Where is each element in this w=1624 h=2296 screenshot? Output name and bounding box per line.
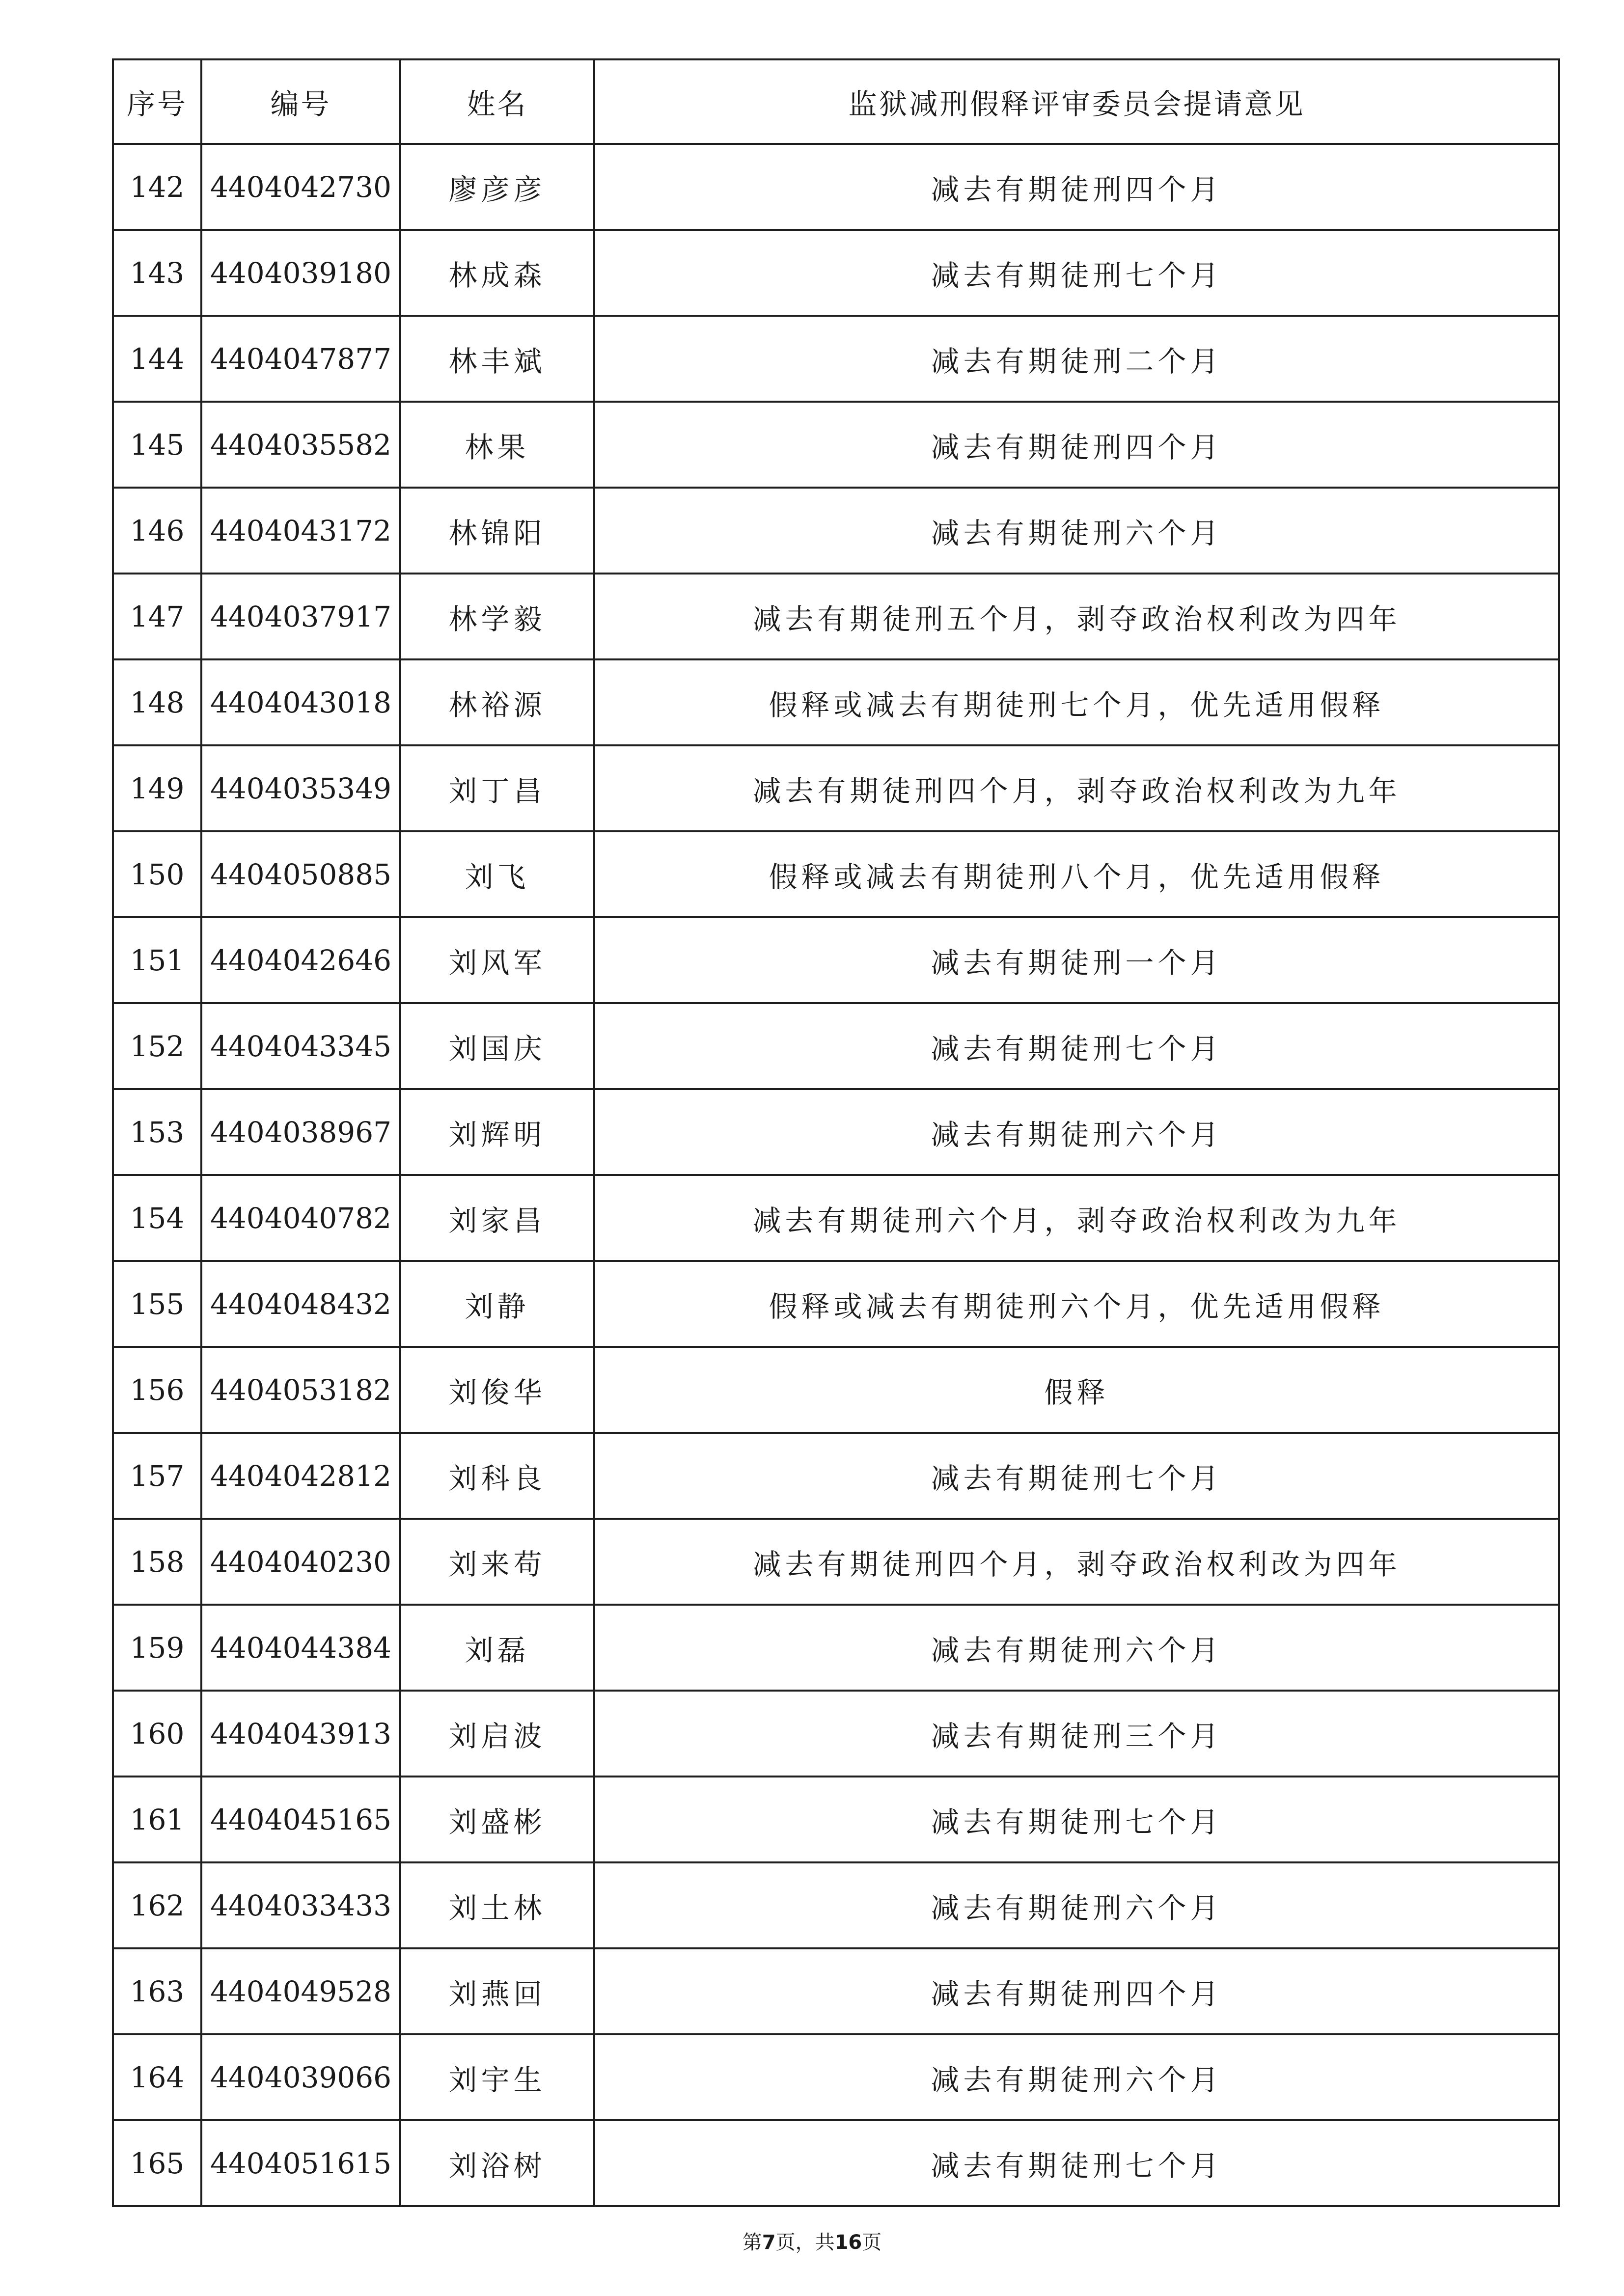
- id-cell: 4404037917: [201, 574, 400, 659]
- name-cell: 刘土林: [400, 1862, 594, 1948]
- table-row: [113, 1261, 1559, 1347]
- id-cell: 4404042646: [201, 917, 400, 1003]
- name-cell: 刘宇生: [400, 2034, 594, 2120]
- table-row: [113, 2034, 1559, 2120]
- seq-cell: 153: [113, 1089, 201, 1175]
- seq-cell: 142: [113, 144, 201, 230]
- seq-cell: 161: [113, 1777, 201, 1862]
- id-cell: 4404039180: [201, 230, 400, 316]
- table-row: [113, 2120, 1559, 2206]
- table-body: [113, 144, 1559, 2206]
- page-footer: [0, 2227, 1624, 2255]
- opinion-cell: 减去有期徒刑四个月: [594, 144, 1559, 230]
- seq-cell: 154: [113, 1175, 201, 1261]
- opinion-cell: 减去有期徒刑七个月: [594, 1433, 1559, 1519]
- opinion-cell: 减去有期徒刑六个月: [594, 1605, 1559, 1691]
- table-row: [113, 659, 1559, 745]
- seq-cell: 162: [113, 1862, 201, 1948]
- opinion-cell: 减去有期徒刑四个月，剥夺政治权利改为四年: [594, 1519, 1559, 1605]
- opinion-cell: 减去有期徒刑四个月: [594, 402, 1559, 488]
- footer-prefix: 第: [742, 2231, 762, 2254]
- opinion-cell: 减去有期徒刑四个月: [594, 1948, 1559, 2034]
- seq-cell: 158: [113, 1519, 201, 1605]
- table-row: [113, 1347, 1559, 1433]
- table-header-row: [113, 59, 1559, 144]
- id-cell: 4404038967: [201, 1089, 400, 1175]
- name-cell: 刘飞: [400, 831, 594, 917]
- footer-page-number: 7: [762, 2231, 776, 2254]
- name-cell: 林果: [400, 402, 594, 488]
- table-row: [113, 1605, 1559, 1691]
- seq-cell: 145: [113, 402, 201, 488]
- opinion-cell: 减去有期徒刑七个月: [594, 1003, 1559, 1089]
- id-cell: 4404040230: [201, 1519, 400, 1605]
- table-row: [113, 488, 1559, 574]
- table-row: [113, 402, 1559, 488]
- seq-cell: 164: [113, 2034, 201, 2120]
- id-cell: 4404042812: [201, 1433, 400, 1519]
- footer-total-pages: 16: [834, 2231, 862, 2254]
- seq-cell: 151: [113, 917, 201, 1003]
- id-cell: 4404050885: [201, 831, 400, 917]
- name-cell: 刘浴树: [400, 2120, 594, 2206]
- opinion-cell: 减去有期徒刑六个月: [594, 2034, 1559, 2120]
- id-cell: 4404044384: [201, 1605, 400, 1691]
- table-row: [113, 1175, 1559, 1261]
- footer-suffix: 页: [862, 2231, 882, 2254]
- table-row: [113, 1519, 1559, 1605]
- name-cell: 刘辉明: [400, 1089, 594, 1175]
- header-id: 编号: [201, 59, 400, 144]
- id-cell: 4404051615: [201, 2120, 400, 2206]
- name-cell: 刘静: [400, 1261, 594, 1347]
- seq-cell: 157: [113, 1433, 201, 1519]
- seq-cell: 147: [113, 574, 201, 659]
- id-cell: 4404033433: [201, 1862, 400, 1948]
- seq-cell: 146: [113, 488, 201, 574]
- opinion-cell: 假释或减去有期徒刑六个月，优先适用假释: [594, 1261, 1559, 1347]
- name-cell: 刘俊华: [400, 1347, 594, 1433]
- id-cell: 4404035582: [201, 402, 400, 488]
- id-cell: 4404053182: [201, 1347, 400, 1433]
- opinion-cell: 减去有期徒刑一个月: [594, 917, 1559, 1003]
- opinion-cell: 减去有期徒刑五个月，剥夺政治权利改为四年: [594, 574, 1559, 659]
- seq-cell: 152: [113, 1003, 201, 1089]
- table-row: [113, 917, 1559, 1003]
- opinion-cell: 假释或减去有期徒刑八个月，优先适用假释: [594, 831, 1559, 917]
- seq-cell: 150: [113, 831, 201, 917]
- seq-cell: 144: [113, 316, 201, 402]
- seq-cell: 165: [113, 2120, 201, 2206]
- header-opinion: 监狱减刑假释评审委员会提请意见: [594, 59, 1559, 144]
- id-cell: 4404035349: [201, 745, 400, 831]
- id-cell: 4404043172: [201, 488, 400, 574]
- name-cell: 林丰斌: [400, 316, 594, 402]
- id-cell: 4404043913: [201, 1691, 400, 1777]
- seq-cell: 156: [113, 1347, 201, 1433]
- name-cell: 林成森: [400, 230, 594, 316]
- seq-cell: 143: [113, 230, 201, 316]
- opinion-cell: 假释或减去有期徒刑七个月，优先适用假释: [594, 659, 1559, 745]
- name-cell: 刘丁昌: [400, 745, 594, 831]
- id-cell: 4404042730: [201, 144, 400, 230]
- id-cell: 4404045165: [201, 1777, 400, 1862]
- opinion-cell: 减去有期徒刑六个月: [594, 488, 1559, 574]
- table-row: [113, 1089, 1559, 1175]
- table-row: [113, 1003, 1559, 1089]
- table-row: [113, 1948, 1559, 2034]
- name-cell: 刘磊: [400, 1605, 594, 1691]
- name-cell: 廖彦彦: [400, 144, 594, 230]
- id-cell: 4404047877: [201, 316, 400, 402]
- opinion-cell: 假释: [594, 1347, 1559, 1433]
- name-cell: 刘风军: [400, 917, 594, 1003]
- table-row: [113, 1862, 1559, 1948]
- id-cell: 4404039066: [201, 2034, 400, 2120]
- header-seq: 序号: [113, 59, 201, 144]
- table-row: [113, 316, 1559, 402]
- header-name: 姓名: [400, 59, 594, 144]
- opinion-cell: 减去有期徒刑二个月: [594, 316, 1559, 402]
- id-cell: 4404043345: [201, 1003, 400, 1089]
- table-row: [113, 1777, 1559, 1862]
- opinion-cell: 减去有期徒刑六个月，剥夺政治权利改为九年: [594, 1175, 1559, 1261]
- name-cell: 林锦阳: [400, 488, 594, 574]
- table-row: [113, 1691, 1559, 1777]
- table-row: [113, 574, 1559, 659]
- name-cell: 刘启波: [400, 1691, 594, 1777]
- opinion-cell: 减去有期徒刑三个月: [594, 1691, 1559, 1777]
- opinion-cell: 减去有期徒刑七个月: [594, 230, 1559, 316]
- name-cell: 刘燕回: [400, 1948, 594, 2034]
- seq-cell: 160: [113, 1691, 201, 1777]
- seq-cell: 155: [113, 1261, 201, 1347]
- seq-cell: 149: [113, 745, 201, 831]
- id-cell: 4404048432: [201, 1261, 400, 1347]
- name-cell: 林学毅: [400, 574, 594, 659]
- commutation-parole-table: [112, 58, 1560, 2207]
- seq-cell: 163: [113, 1948, 201, 2034]
- opinion-cell: 减去有期徒刑六个月: [594, 1862, 1559, 1948]
- table-row: [113, 1433, 1559, 1519]
- id-cell: 4404043018: [201, 659, 400, 745]
- seq-cell: 148: [113, 659, 201, 745]
- table-row: [113, 144, 1559, 230]
- opinion-cell: 减去有期徒刑七个月: [594, 2120, 1559, 2206]
- id-cell: 4404049528: [201, 1948, 400, 2034]
- footer-middle: 页，共: [775, 2231, 835, 2254]
- name-cell: 刘盛彬: [400, 1777, 594, 1862]
- opinion-cell: 减去有期徒刑四个月，剥夺政治权利改为九年: [594, 745, 1559, 831]
- name-cell: 刘科良: [400, 1433, 594, 1519]
- seq-cell: 159: [113, 1605, 201, 1691]
- opinion-cell: 减去有期徒刑六个月: [594, 1089, 1559, 1175]
- name-cell: 林裕源: [400, 659, 594, 745]
- table-row: [113, 831, 1559, 917]
- name-cell: 刘国庆: [400, 1003, 594, 1089]
- id-cell: 4404040782: [201, 1175, 400, 1261]
- name-cell: 刘来苟: [400, 1519, 594, 1605]
- table-row: [113, 745, 1559, 831]
- table-row: [113, 230, 1559, 316]
- name-cell: 刘家昌: [400, 1175, 594, 1261]
- opinion-cell: 减去有期徒刑七个月: [594, 1777, 1559, 1862]
